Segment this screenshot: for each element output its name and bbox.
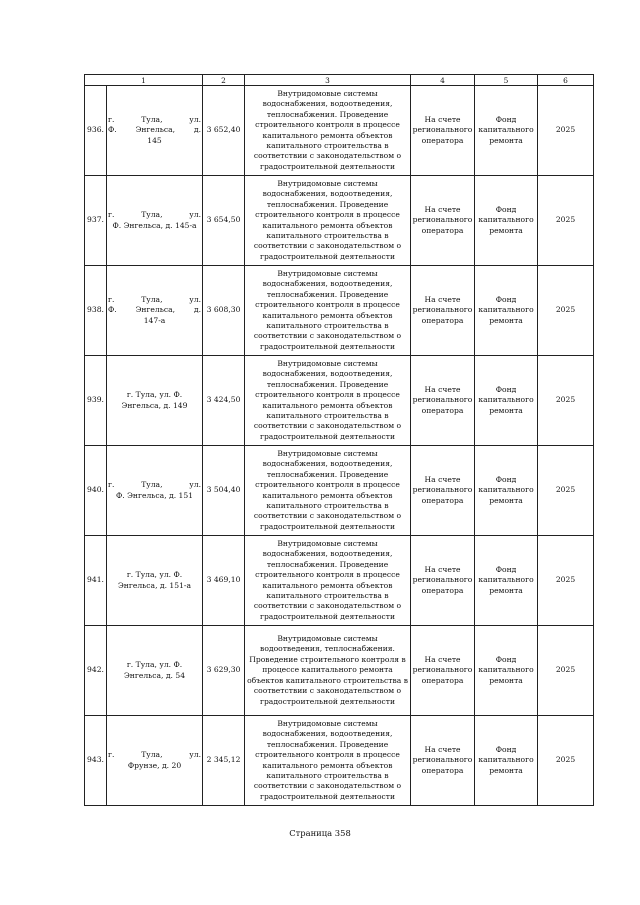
funding-source: Фонд капитального ремонта <box>475 356 538 446</box>
row-number: 943. <box>85 716 107 806</box>
works-description: Внутридомовые системы водоснабжения, водоотведения, теплоснабжения. Проведение строительного контроля в процессе капитального ремонта объектов капитального строительства в соответствии с законодательством о градостроительной деятельности <box>245 86 411 176</box>
works-description: Внутридомовые системы водоснабжения, водоотведения, теплоснабжения. Проведение строительного контроля в процессе капитального ремонта объектов капитального строительства в соответствии с законодательством о градостроительной деятельности <box>245 446 411 536</box>
funding-source: Фонд капитального ремонта <box>475 716 538 806</box>
column-header-5: 5 <box>475 75 538 86</box>
planned-year: 2025 <box>538 626 594 716</box>
address-line: Ф. Энгельса, д. <box>108 305 202 315</box>
table-row <box>85 176 594 266</box>
account-type: На счете регионального оператора <box>411 446 475 536</box>
address-tail: 145 <box>147 135 162 145</box>
row-number: 939. <box>85 356 107 446</box>
address-line: Ф. Энгельса, д. <box>108 125 202 135</box>
address-tail: г. Тула, ул. Ф. Энгельса, д. 54 <box>123 660 186 680</box>
planned-year: 2025 <box>538 446 594 536</box>
address-line: г. Тула, ул. <box>108 750 202 760</box>
cost-value: 3 469,10 <box>203 536 245 626</box>
header-row <box>85 75 594 86</box>
address-cell <box>107 536 203 626</box>
cost-value: 2 345,12 <box>203 716 245 806</box>
repair-schedule-table <box>84 74 594 806</box>
column-header-6: 6 <box>538 75 594 86</box>
address-tail: Ф. Энгельса, д. 145-а <box>112 220 197 230</box>
address-cell <box>107 356 203 446</box>
address-cell <box>107 716 203 806</box>
works-description: Внутридомовые системы водоснабжения, водоотведения, теплоснабжения. Проведение строительного контроля в процессе капитального ремонта объектов капитального строительства в соответствии с законодательством о градостроительной деятельности <box>245 716 411 806</box>
table-row <box>85 536 594 626</box>
works-description: Внутридомовые системы водоснабжения, водоотведения, теплоснабжения. Проведение строительного контроля в процессе капитального ремонта объектов капитального строительства в соответствии с законодательством о градостроительной деятельности <box>245 356 411 446</box>
cost-value: 3 504,40 <box>203 446 245 536</box>
column-header-1: 1 <box>85 75 203 86</box>
address-tail: Фрунзе, д. 20 <box>127 760 182 770</box>
account-type: На счете регионального оператора <box>411 536 475 626</box>
account-type: На счете регионального оператора <box>411 266 475 356</box>
column-header-4: 4 <box>411 75 475 86</box>
cost-value: 3 424,50 <box>203 356 245 446</box>
cost-value: 3 652,40 <box>203 86 245 176</box>
table-row <box>85 446 594 536</box>
works-description: Внутридомовые системы водоснабжения, водоотведения, теплоснабжения. Проведение строительного контроля в процессе капитального ремонта объектов капитального строительства в соответствии с законодательством о градостроительной деятельности <box>245 266 411 356</box>
cost-value: 3 629,30 <box>203 626 245 716</box>
address-cell <box>107 176 203 266</box>
planned-year: 2025 <box>538 716 594 806</box>
funding-source: Фонд капитального ремонта <box>475 536 538 626</box>
cost-value: 3 654,50 <box>203 176 245 266</box>
column-header-2: 2 <box>203 75 245 86</box>
address-tail: 147-а <box>143 315 166 325</box>
account-type: На счете регионального оператора <box>411 356 475 446</box>
address-line: г. Тула, ул. <box>108 294 202 304</box>
address-line: г. Тула, ул. <box>108 114 202 124</box>
planned-year: 2025 <box>538 536 594 626</box>
address-line: г. Тула, ул. <box>108 480 202 490</box>
planned-year: 2025 <box>538 356 594 446</box>
funding-source: Фонд капитального ремонта <box>475 266 538 356</box>
row-number: 941. <box>85 536 107 626</box>
table-row <box>85 356 594 446</box>
funding-source: Фонд капитального ремонта <box>475 86 538 176</box>
row-number: 936. <box>85 86 107 176</box>
table-row <box>85 266 594 356</box>
column-header-3: 3 <box>245 75 411 86</box>
works-description: Внутридомовые системы водоснабжения, водоотведения, теплоснабжения. Проведение строительного контроля в процессе капитального ремонта объектов капитального строительства в соответствии с законодательством о градостроительной деятельности <box>245 536 411 626</box>
address-cell <box>107 86 203 176</box>
planned-year: 2025 <box>538 176 594 266</box>
row-number: 940. <box>85 446 107 536</box>
funding-source: Фонд капитального ремонта <box>475 626 538 716</box>
row-number: 938. <box>85 266 107 356</box>
address-tail: г. Тула, ул. Ф. Энгельса, д. 151-а <box>118 570 192 590</box>
planned-year: 2025 <box>538 266 594 356</box>
table-row <box>85 716 594 806</box>
page-number: Страница 358 <box>289 828 351 838</box>
row-number: 937. <box>85 176 107 266</box>
funding-source: Фонд капитального ремонта <box>475 176 538 266</box>
address-cell <box>107 446 203 536</box>
table-row <box>85 626 594 716</box>
address-cell <box>107 266 203 356</box>
cost-value: 3 608,30 <box>203 266 245 356</box>
address-tail: Ф. Энгельса, д. 151 <box>115 490 194 500</box>
table-row <box>85 86 594 176</box>
address-line: г. Тула, ул. <box>108 210 202 220</box>
funding-source: Фонд капитального ремонта <box>475 446 538 536</box>
works-description: Внутридомовые системы водоснабжения, водоотведения, теплоснабжения. Проведение строительного контроля в процессе капитального ремонта объектов капитального строительства в соответствии с законодательством о градостроительной деятельности <box>245 176 411 266</box>
row-number: 942. <box>85 626 107 716</box>
account-type: На счете регионального оператора <box>411 716 475 806</box>
planned-year: 2025 <box>538 86 594 176</box>
account-type: На счете регионального оператора <box>411 86 475 176</box>
account-type: На счете регионального оператора <box>411 176 475 266</box>
works-description: Внутридомовые системы водоотведения, теплоснабжения. Проведение строительного контроля в процессе капитального ремонта объектов капитального строительства в соответствии с законодательством о градостроительной деятельности <box>245 626 411 716</box>
address-tail: г. Тула, ул. Ф. Энгельса, д. 149 <box>121 390 188 410</box>
address-cell <box>107 626 203 716</box>
account-type: На счете регионального оператора <box>411 626 475 716</box>
